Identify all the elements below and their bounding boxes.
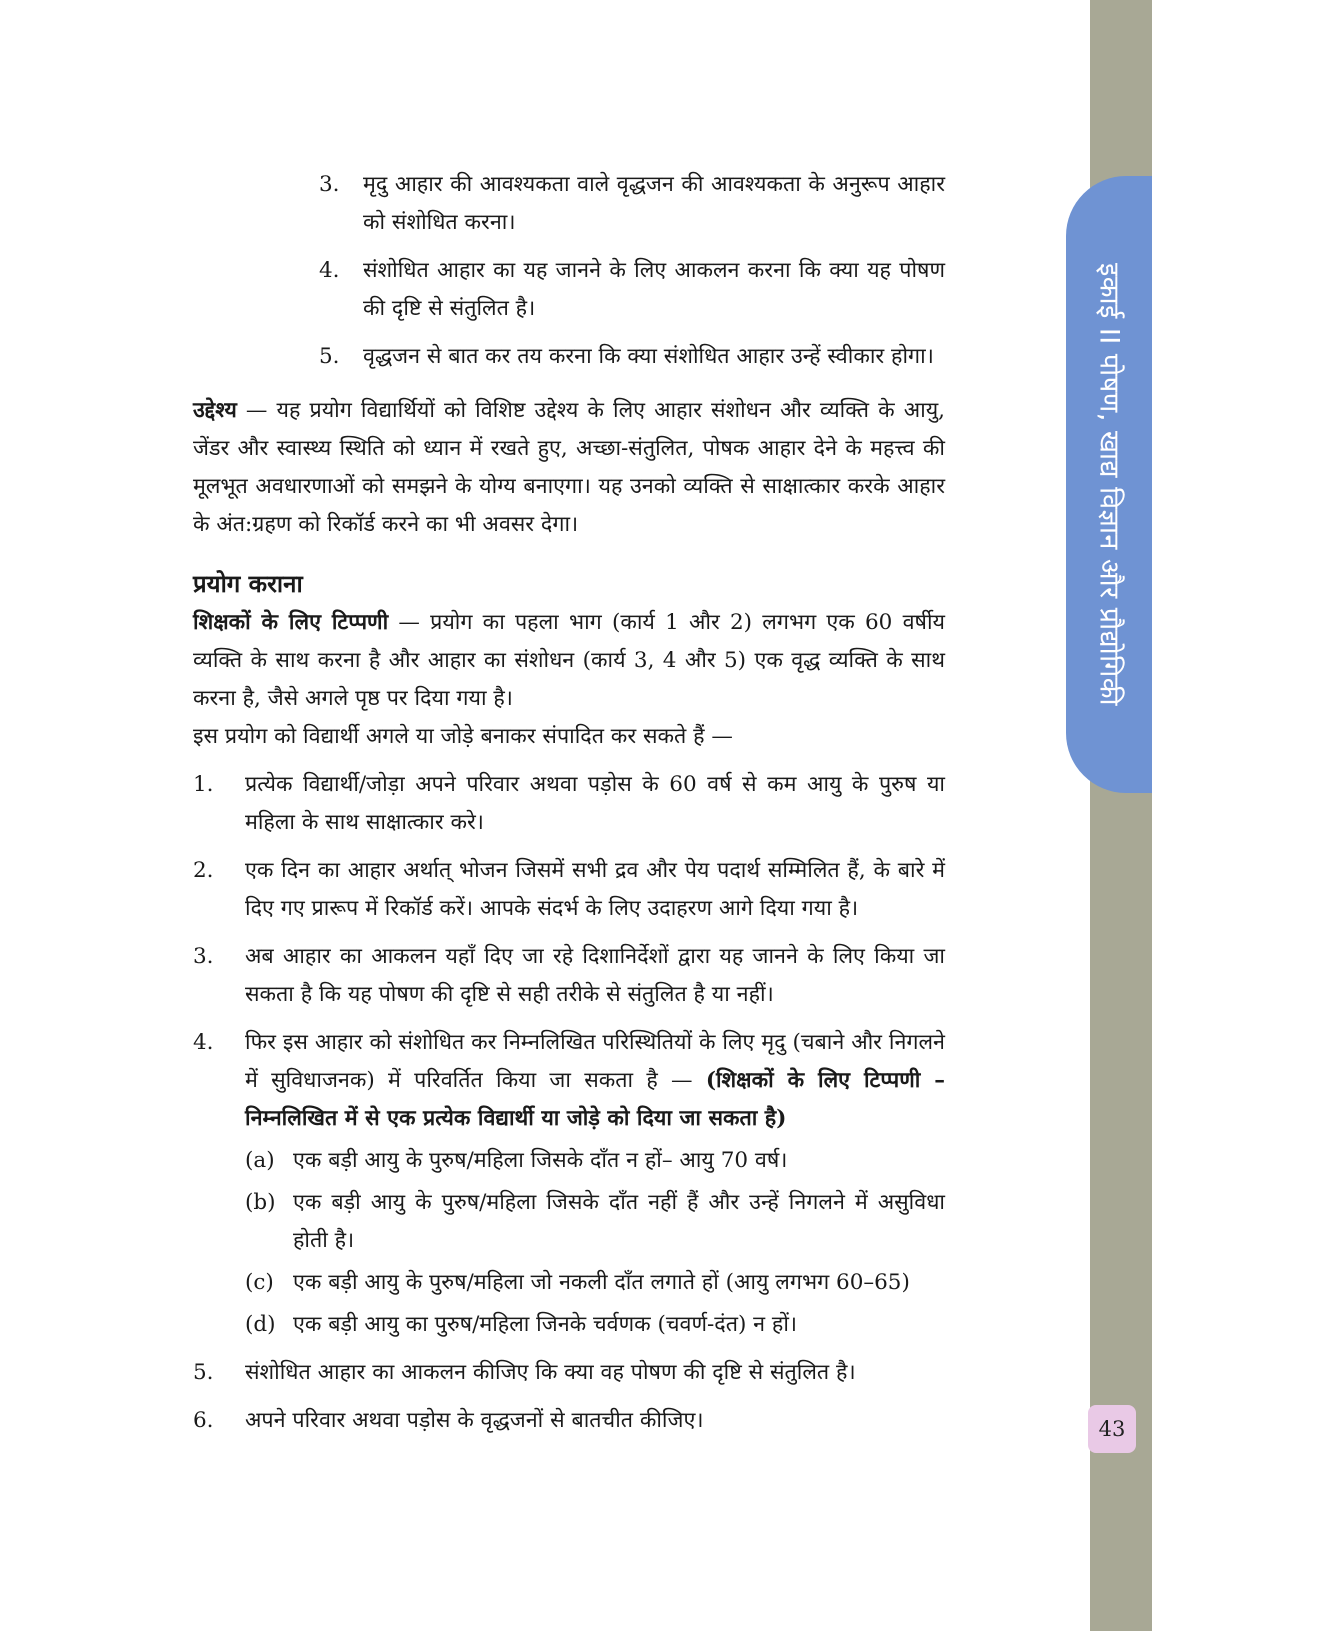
list-item	[319, 338, 945, 376]
list-text: वृद्धजन से बात कर तय करना कि क्या संशोधित आहार उन्हें स्वीकार होगा।	[363, 344, 934, 369]
list-text: प्रत्येक विद्यार्थी/जोड़ा अपने परिवार अथवा पड़ोस के 60 वर्ष से कम आयु के पुरुष या महिला के साथ साक्षात्कार करे।	[245, 772, 945, 835]
list-item	[193, 938, 945, 1014]
list-number: 4.	[193, 1030, 214, 1055]
list-number: 1.	[193, 772, 214, 797]
list-text: मृदु आहार की आवश्यकता वाले वृद्धजन की आवश्यकता के अनुरूप आहार को संशोधित करना।	[363, 172, 945, 235]
list-number: 3.	[193, 944, 214, 969]
sub-list-text: एक बड़ी आयु के पुरुष/महिला जिसके दाँत नहीं हैं और उन्हें निगलने में असुविधा होती है।	[293, 1190, 945, 1253]
sub-list-text: एक बड़ी आयु के पुरुष/महिला जिसके दाँत न हों– आयु 70 वर्ष।	[293, 1148, 788, 1173]
list-number: 6.	[193, 1408, 214, 1433]
teacher-note-label: शिक्षकों के लिए टिप्पणी	[193, 610, 389, 635]
main-content	[193, 166, 945, 1440]
sub-list-letter: (a)	[245, 1148, 275, 1173]
sub-list-text: एक बड़ी आयु का पुरुष/महिला जिनके चर्वणक (चवर्ण-दंत) न हों।	[293, 1312, 798, 1337]
list-text: संशोधित आहार का यह जानने के लिए आकलन करना कि क्या यह पोषण की दृष्टि से संतुलित है।	[363, 258, 945, 321]
list-number: 3.	[319, 172, 340, 197]
list-text-plain: फिर इस आहार को संशोधित कर निम्नलिखित परिस्थितियों के लिए मृदु (चबाने और निगलने में सुविधाजनक) में परिवर्तित किया जा सकता है —	[245, 1030, 945, 1093]
sub-list-letter: (b)	[245, 1190, 276, 1215]
list-item	[319, 166, 945, 242]
list-item	[193, 1024, 945, 1138]
section-heading: प्रयोग कराना	[193, 569, 303, 598]
list-text: अब आहार का आकलन यहाँ दिए जा रहे दिशानिर्देशों द्वारा यह जानने के लिए किया जा सकता है कि यह पोषण की दृष्टि से सही तरीके से संतुलित है या नहीं।	[245, 944, 945, 1007]
sub-list-text: एक बड़ी आयु के पुरुष/महिला जो नकली दाँत लगाते हों (आयु लगभग 60–65)	[293, 1270, 910, 1295]
list-item	[193, 766, 945, 842]
sub-list-item	[245, 1142, 945, 1180]
list-text: एक दिन का आहार अर्थात् भोजन जिसमें सभी द्रव और पेय पदार्थ सम्मिलित हैं, के बारे में दिए गए प्रारूप में रिकॉर्ड करें। आपके संदर्भ के लिए उदाहरण आगे दिया गया है।	[245, 858, 945, 921]
teacher-note-text: — प्रयोग का पहला भाग (कार्य 1 और 2) लगभग एक 60 वर्षीय व्यक्ति के साथ करना है और आहार का संशोधन (कार्य 3, 4 और 5) एक वृद्ध व्यक्ति के साथ करना है, जैसे अगले पृष्ठ पर दिया गया है।	[193, 610, 945, 711]
sub-list-letter: (c)	[245, 1270, 274, 1295]
objective-label: उद्देश्य	[193, 398, 237, 423]
list-text	[245, 1024, 945, 1138]
list-text: संशोधित आहार का आकलन कीजिए कि क्या वह पोषण की दृष्टि से संतुलित है।	[245, 1360, 856, 1385]
sub-list-item	[245, 1264, 945, 1302]
list-item	[193, 1402, 945, 1440]
unit-title: इकाई II पोषण, खाद्य विज्ञान और प्रौद्योगिकी	[1093, 262, 1125, 707]
list-number: 5.	[319, 344, 340, 369]
list-number: 2.	[193, 858, 214, 883]
objective-text: — यह प्रयोग विद्यार्थियों को विशिष्ट उद्देश्य के लिए आहार संशोधन और व्यक्ति के आयु, जेंडर और स्वास्थ्य स्थिति को ध्यान में रखते हुए, अच्छा-संतुलित, पोषक आहार देने के महत्त्व की मूलभूत अवधारणाओं को समझने के योग्य बनाएगा। यह उनको व्यक्ति से साक्षात्कार करके आहार के अंत:ग्रहण को रिकॉर्ड करने का भी अवसर देगा।	[193, 398, 945, 537]
sub-list-letter: (d)	[245, 1312, 276, 1337]
teacher-note-paragraph	[193, 604, 945, 718]
list-text-bold-note: (शिक्षकों के लिए टिप्पणी – निम्नलिखित में से एक प्रत्येक विद्यार्थी या जोड़े को दिया जा सकता है)	[245, 1068, 945, 1131]
list-number: 4.	[319, 258, 340, 283]
sub-list-item	[245, 1306, 945, 1344]
list-item	[193, 1354, 945, 1392]
unit-tab-label-wrap	[1066, 176, 1152, 793]
page-number: 43	[1088, 1405, 1136, 1453]
list-item	[193, 852, 945, 928]
intro-line: इस प्रयोग को विद्यार्थी अगले या जोड़े बनाकर संपादित कर सकते हैं —	[193, 724, 733, 749]
list-number: 5.	[193, 1360, 214, 1385]
list-item	[319, 252, 945, 328]
sub-list-item	[245, 1184, 945, 1260]
list-text: अपने परिवार अथवा पड़ोस के वृद्धजनों से बातचीत कीजिए।	[245, 1408, 704, 1433]
objective-paragraph	[193, 392, 945, 544]
